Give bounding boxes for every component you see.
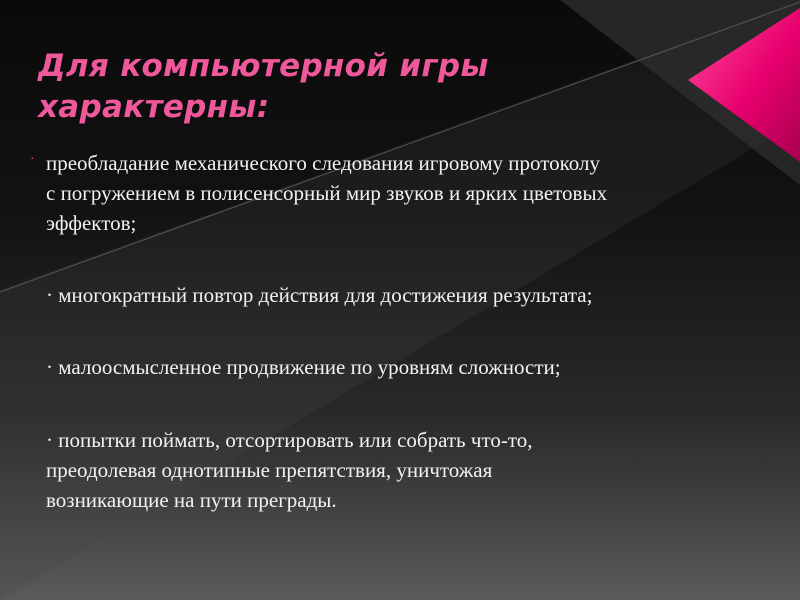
list-item-line: · малоосмысленное продвижение по уровням сложности; <box>46 355 561 379</box>
slide-title-line2: характерны: <box>38 89 270 125</box>
list-item <box>30 352 770 382</box>
list-item-line: эффектов; <box>46 211 137 235</box>
list-item-line: · многократный повтор действия для достижения результата; <box>46 283 593 307</box>
slide-title-line1: Для компьютерной игры <box>38 48 489 84</box>
slide-title <box>38 46 598 128</box>
list-item <box>30 148 770 238</box>
list-item-line: преобладание механического следования игровому протоколу <box>46 151 600 175</box>
list-item <box>30 280 770 310</box>
list-item-line: возникающие на пути преграды. <box>46 488 337 512</box>
slide-body <box>30 148 770 515</box>
list-item-line: преодолевая однотипные препятствия, уничтожая <box>46 458 493 482</box>
list-item <box>30 425 770 515</box>
bullet-icon: · <box>30 152 35 167</box>
list-item-line: с погружением в полисенсорный мир звуков и ярких цветовых <box>46 181 608 205</box>
list-item-line: · попытки поймать, отсортировать или собрать что-то, <box>46 428 533 452</box>
